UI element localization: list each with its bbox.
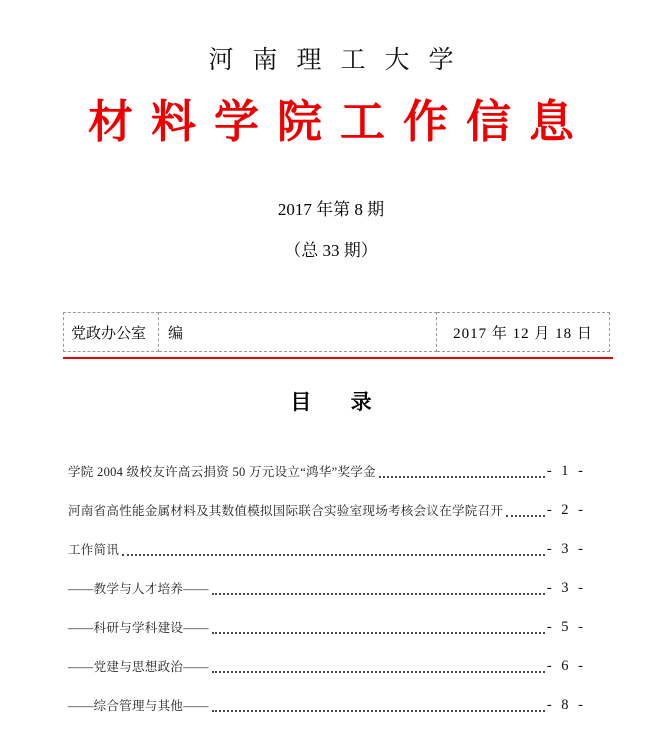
toc-page-number: - 5 - bbox=[546, 619, 586, 635]
toc-item-title: 河南省高性能金属材料及其数值模拟国际联合实验室现场考核会议在学院召开 bbox=[68, 504, 504, 518]
toc-dot-leader bbox=[122, 554, 545, 556]
toc-item-title: ——综合管理与其他—— bbox=[68, 699, 209, 713]
toc-item-title: 工作简讯 bbox=[68, 543, 120, 557]
toc-dot-leader bbox=[212, 593, 545, 595]
toc-list bbox=[0, 452, 662, 725]
toc-item-title: 学院 2004 级校友许高云捐资 50 万元设立“鸿华”奖学金 bbox=[68, 465, 376, 479]
toc-item[interactable] bbox=[68, 530, 586, 569]
toc-item[interactable] bbox=[68, 491, 586, 530]
toc-page-number: - 2 - bbox=[546, 502, 586, 518]
toc-dot-leader bbox=[379, 476, 545, 478]
toc-item[interactable] bbox=[68, 608, 586, 647]
toc-dot-leader bbox=[212, 671, 545, 673]
university-title-text: 河南理工大学 bbox=[208, 47, 473, 74]
toc-heading-text: 目 录 bbox=[290, 390, 389, 414]
toc-item-title: ——教学与人才培养—— bbox=[68, 582, 209, 596]
toc-page-number: - 3 - bbox=[546, 580, 586, 596]
editor-org-cell: 党政办公室 bbox=[64, 313, 159, 352]
editor-info-row bbox=[64, 313, 610, 352]
red-divider-line bbox=[63, 357, 613, 359]
toc-item[interactable] bbox=[68, 569, 586, 608]
toc-item[interactable] bbox=[68, 452, 586, 491]
bulletin-title-text: 材料学院工作信息 bbox=[87, 97, 592, 147]
toc-heading bbox=[0, 388, 662, 416]
toc-item[interactable] bbox=[68, 647, 586, 686]
issue-date-cell: 2017 年 12 月 18 日 bbox=[437, 313, 610, 352]
bulletin-title bbox=[0, 97, 662, 147]
toc-dot-leader bbox=[506, 515, 545, 517]
editor-label-cell: 编 bbox=[159, 313, 437, 352]
university-title bbox=[0, 0, 662, 76]
toc-item[interactable] bbox=[68, 686, 586, 725]
issue-number: 2017 年第 8 期 bbox=[277, 200, 385, 219]
toc-page-number: - 3 - bbox=[546, 541, 586, 557]
toc-page-number: - 8 - bbox=[546, 697, 586, 713]
total-issue-number: （总 33 期） bbox=[284, 241, 378, 260]
editor-info-table bbox=[63, 312, 610, 352]
toc-dot-leader bbox=[212, 632, 545, 634]
toc-page-number: - 6 - bbox=[546, 658, 586, 674]
toc-page-number: - 1 - bbox=[546, 463, 586, 479]
toc-dot-leader bbox=[212, 710, 545, 712]
toc-item-title: ——党建与思想政治—— bbox=[68, 660, 209, 674]
toc-item-title: ——科研与学科建设—— bbox=[68, 621, 209, 635]
